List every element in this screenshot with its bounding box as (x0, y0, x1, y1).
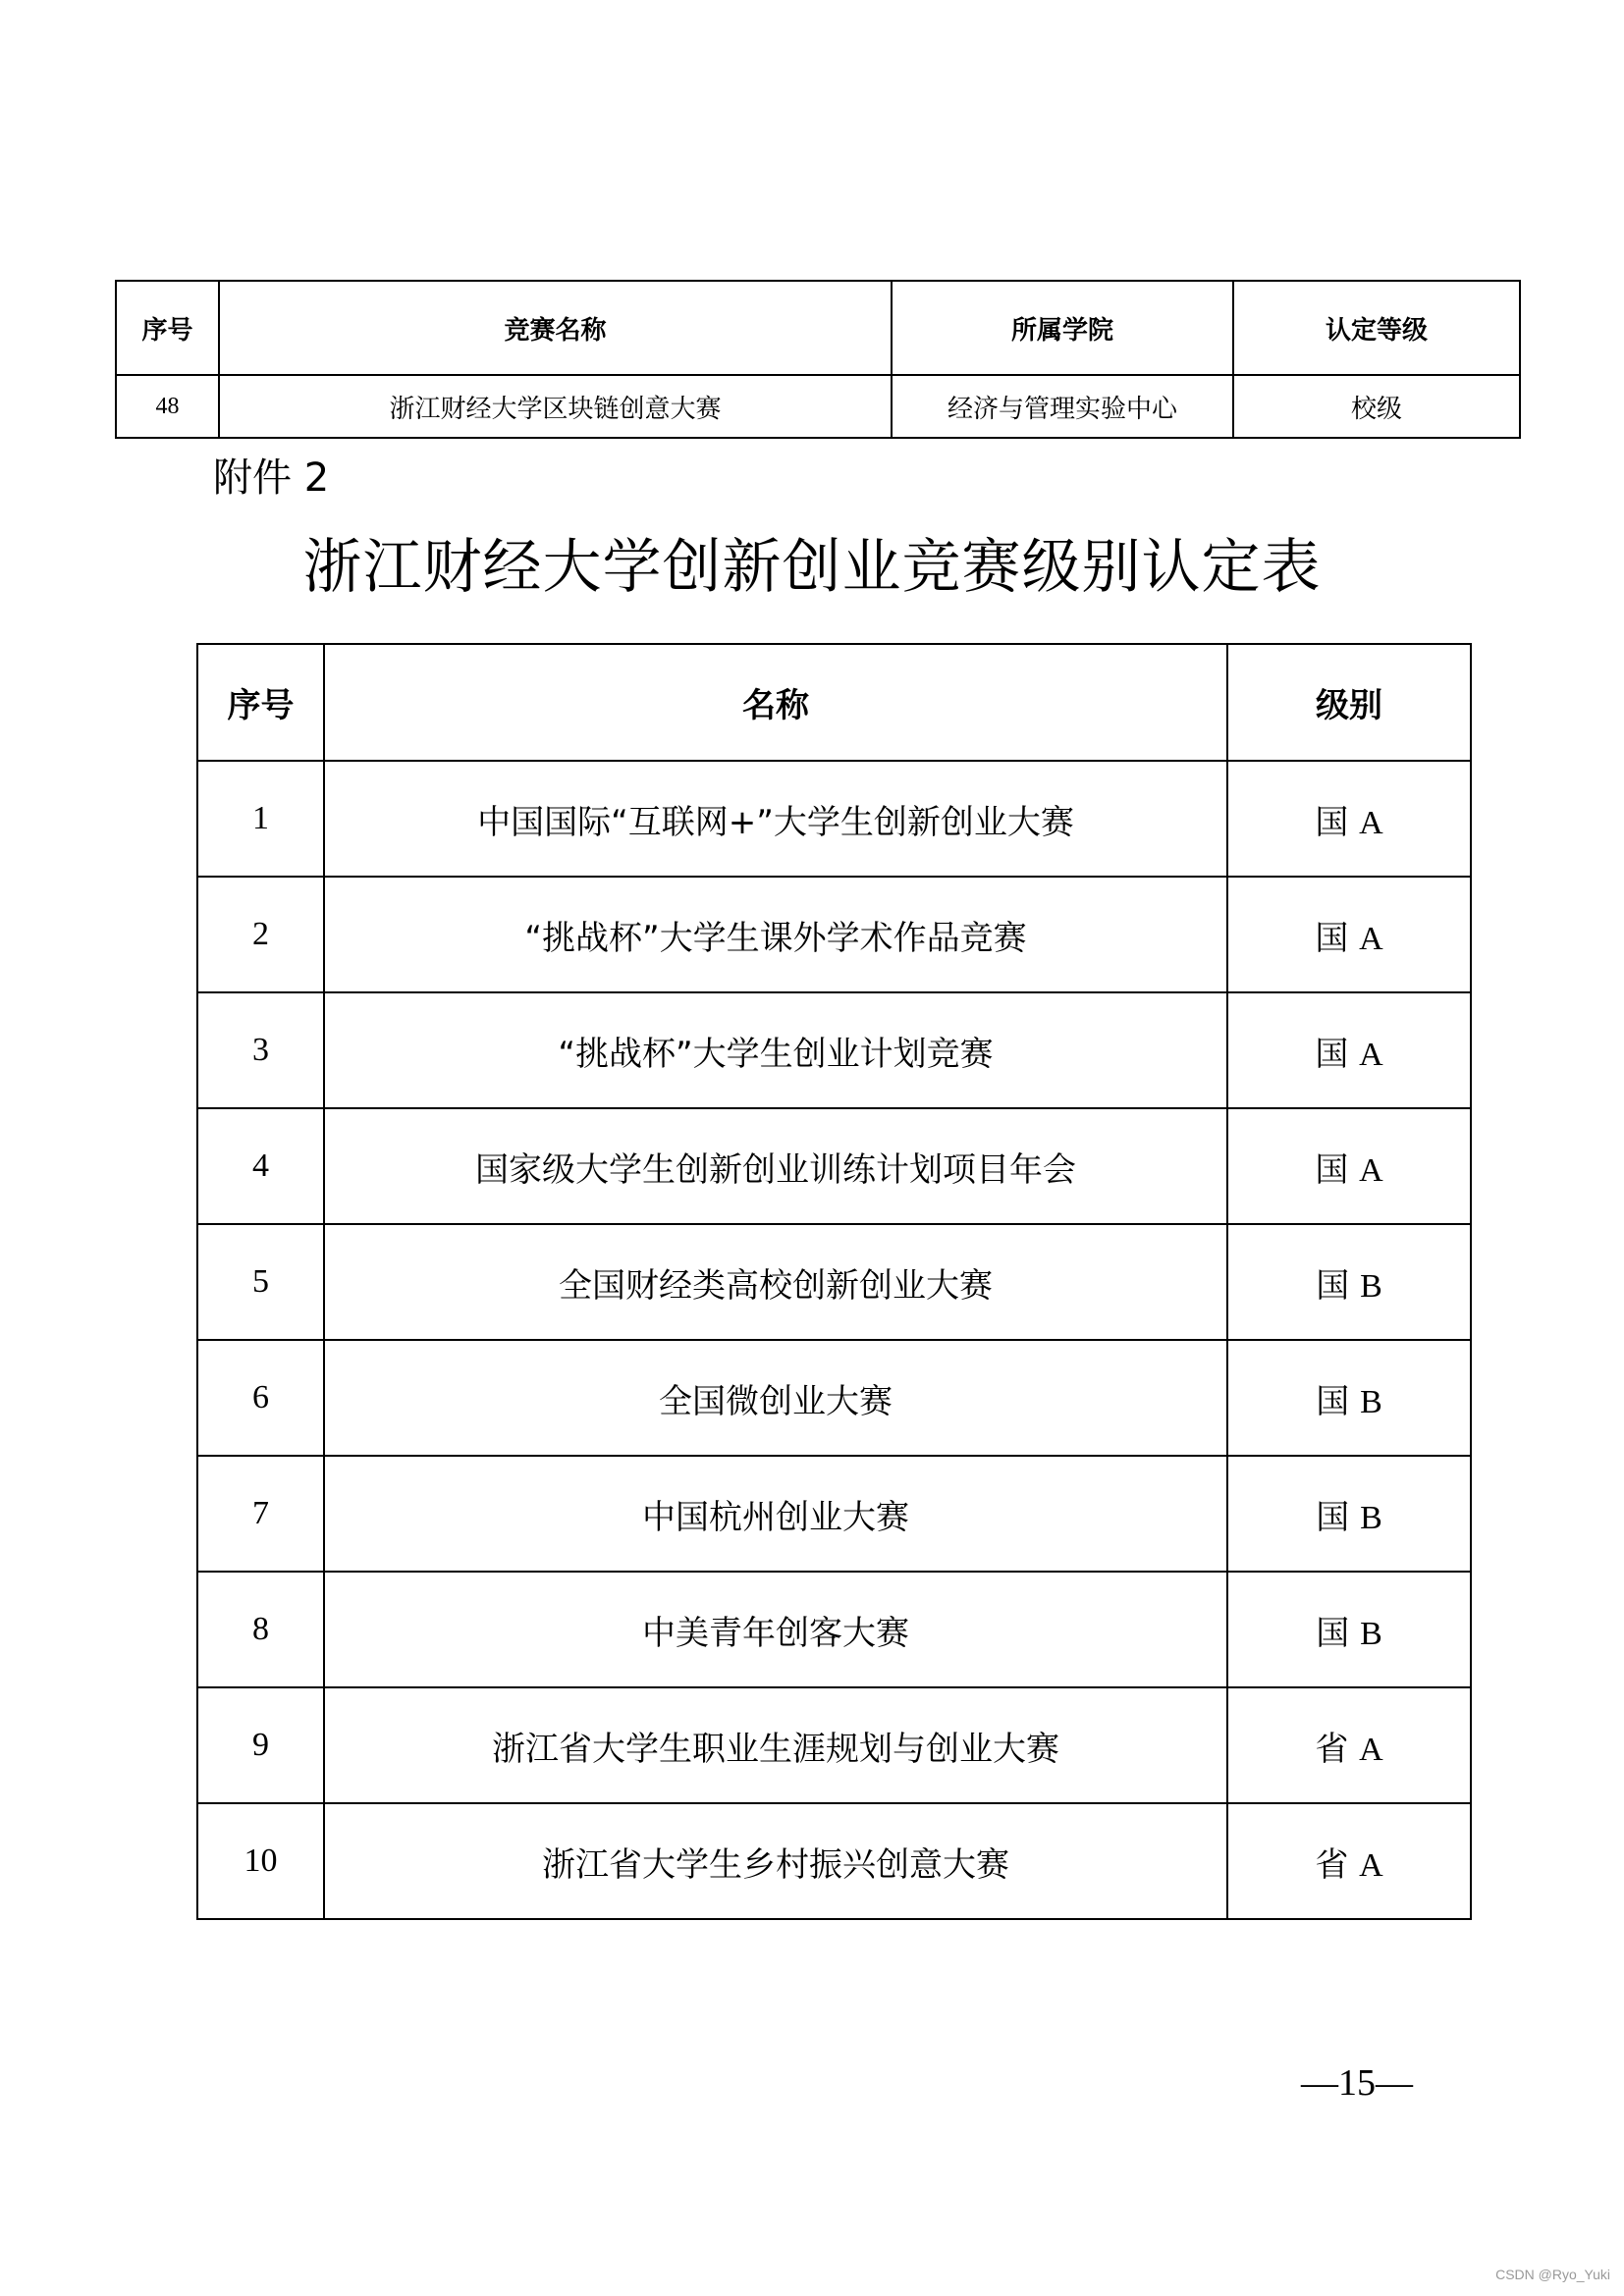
level-grade: B (1360, 1615, 1382, 1652)
watermark: CSDN @Ryo_Yuki (1495, 2267, 1610, 2282)
cell-index: 1 (197, 761, 324, 877)
cell-level (1227, 1803, 1471, 1919)
cell-name: 中美青年创客大赛 (324, 1572, 1227, 1687)
cell-index: 48 (116, 375, 219, 438)
cell-level (1227, 1224, 1471, 1340)
cell-level (1227, 992, 1471, 1108)
table-header-row (116, 281, 1520, 375)
cell-level (1227, 1687, 1471, 1803)
header-name: 名称 (324, 644, 1227, 761)
cell-index: 5 (197, 1224, 324, 1340)
table-header-row (197, 644, 1471, 761)
cell-name: 浙江省大学生职业生涯规划与创业大赛 (324, 1687, 1227, 1803)
cell-name: 中国国际“互联网+”大学生创新创业大赛 (324, 761, 1227, 877)
cell-index: 6 (197, 1340, 324, 1456)
level-grade: A (1359, 1731, 1383, 1768)
header-level: 级别 (1227, 644, 1471, 761)
level-tier: 国 (1315, 802, 1349, 842)
table-row (197, 761, 1471, 877)
cell-index: 10 (197, 1803, 324, 1919)
table-row (116, 375, 1520, 438)
cell-name: 中国杭州创业大赛 (324, 1456, 1227, 1572)
level-tier: 国 (1316, 1613, 1350, 1653)
level-tier: 国 (1315, 1034, 1349, 1074)
cell-level (1227, 1572, 1471, 1687)
cell-level (1227, 1340, 1471, 1456)
header-college: 所属学院 (892, 281, 1233, 375)
level-grade: B (1360, 1267, 1382, 1305)
cell-level (1227, 1456, 1471, 1572)
header-index: 序号 (197, 644, 324, 761)
cell-name: 浙江财经大学区块链创意大赛 (219, 375, 892, 438)
cell-name: “挑战杯”大学生创业计划竞赛 (324, 992, 1227, 1108)
header-index: 序号 (116, 281, 219, 375)
cell-index: 2 (197, 877, 324, 992)
header-grade: 认定等级 (1233, 281, 1520, 375)
table-row (197, 1224, 1471, 1340)
level-tier: 国 (1316, 1381, 1350, 1421)
table-row (197, 1340, 1471, 1456)
header-competition-name: 竞赛名称 (219, 281, 892, 375)
cell-name: 国家级大学生创新创业训练计划项目年会 (324, 1108, 1227, 1224)
cell-level (1227, 761, 1471, 877)
cell-index: 8 (197, 1572, 324, 1687)
cell-level (1227, 877, 1471, 992)
competition-level-table (196, 643, 1472, 1920)
level-grade: A (1359, 804, 1383, 841)
level-grade: A (1359, 1151, 1383, 1189)
table-row (197, 1687, 1471, 1803)
cell-index: 9 (197, 1687, 324, 1803)
level-grade: A (1359, 920, 1383, 957)
cell-index: 3 (197, 992, 324, 1108)
table-row (197, 992, 1471, 1108)
cell-grade: 校级 (1233, 375, 1520, 438)
level-grade: B (1360, 1383, 1382, 1420)
level-tier: 省 (1315, 1844, 1349, 1885)
cell-name: 全国财经类高校创新创业大赛 (324, 1224, 1227, 1340)
level-tier: 国 (1316, 1265, 1350, 1306)
cell-name: 全国微创业大赛 (324, 1340, 1227, 1456)
level-grade: B (1360, 1499, 1382, 1536)
cell-college: 经济与管理实验中心 (892, 375, 1233, 438)
page-title: 浙江财经大学创新创业竞赛级别认定表 (302, 533, 1322, 602)
table-row (197, 877, 1471, 992)
level-grade: A (1359, 1036, 1383, 1073)
cell-level (1227, 1108, 1471, 1224)
cell-index: 4 (197, 1108, 324, 1224)
level-tier: 国 (1316, 1497, 1350, 1537)
previous-table (115, 280, 1521, 439)
level-tier: 国 (1315, 1149, 1349, 1190)
level-tier: 国 (1315, 918, 1349, 958)
level-tier: 省 (1315, 1729, 1349, 1769)
cell-name: 浙江省大学生乡村振兴创意大赛 (324, 1803, 1227, 1919)
attachment-label: 附件 2 (213, 455, 330, 501)
table-row (197, 1572, 1471, 1687)
table-row (197, 1108, 1471, 1224)
page-number: —15— (1301, 2062, 1413, 2104)
cell-name: “挑战杯”大学生课外学术作品竞赛 (324, 877, 1227, 992)
cell-index: 7 (197, 1456, 324, 1572)
table-row (197, 1803, 1471, 1919)
level-grade: A (1359, 1846, 1383, 1884)
table-row (197, 1456, 1471, 1572)
